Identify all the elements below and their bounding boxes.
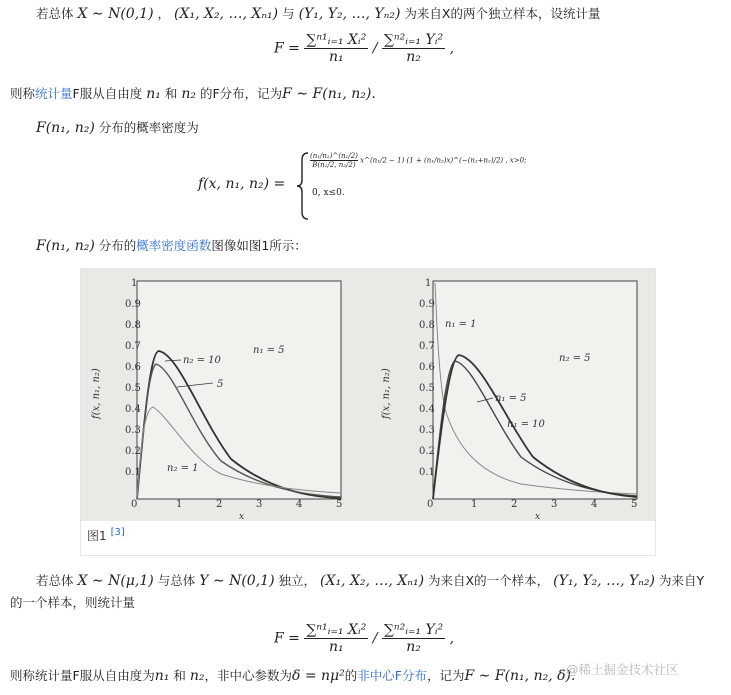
para3-math: F(n₁, n₂) (36, 120, 95, 136)
formula2-slash: / (372, 630, 378, 647)
right-ytick: 0.1 (419, 467, 435, 478)
para6-prefix: 则称统计量F服从自由度为 (10, 668, 155, 683)
para5-m2: Y ∼ N(0,1) (199, 573, 275, 589)
figure-intro (36, 238, 307, 254)
right-ytick: 1 (425, 278, 432, 289)
para5-mid1: 与总体 (157, 573, 196, 588)
right-ytick: 0.2 (419, 446, 435, 457)
formula2-den2: n₂ (406, 639, 421, 655)
para6-notation: F ∼ F(n₁, n₂, δ). (464, 668, 576, 684)
intro-math-x: X ∼ N(0,1) (77, 6, 154, 22)
caption-text: 图1 (87, 529, 107, 543)
left-ytick: 0.1 (125, 467, 141, 478)
case1-cond: , x>0; (505, 156, 527, 165)
formula1-lhs: F = (274, 40, 300, 57)
left-ytick: 0.3 (125, 425, 141, 436)
left-annotation: n₁ = 5 (253, 345, 285, 356)
right-xtick: 2 (511, 499, 518, 510)
right-label-n1-5: n₁ = 5 (495, 393, 527, 404)
para6-n2: n₂ (189, 668, 205, 684)
noncentral-intro (36, 573, 704, 589)
para6-mid1: 和 (173, 668, 186, 683)
noncentral-f-link[interactable]: 非中心F分布 (357, 668, 427, 683)
left-label-5: 5 (217, 379, 224, 390)
figure-scan (81, 269, 655, 521)
left-ytick: 0.9 (125, 299, 141, 310)
case1-coef-num: (n₁/n₂)^(n₁/2) (310, 152, 358, 160)
formula2-num1: ∑ⁿ¹ᵢ₌₁ Xᵢ² (306, 622, 367, 638)
left-plot (91, 278, 342, 521)
right-ytick: 0.6 (419, 362, 435, 373)
case2-text: 0, x≤0. (312, 188, 345, 198)
para5-suffix: 为来自Y (658, 573, 705, 588)
right-xlabel: x (535, 512, 541, 521)
formula2-lhs: F = (274, 630, 300, 647)
case1-coef-den: B(n₁/2, n₂/2) (312, 161, 356, 169)
figure-caption (87, 527, 125, 544)
para5-mid2: 独立， (278, 573, 317, 588)
left-ytick: 0.7 (125, 341, 141, 352)
intro-prefix: 若总体 (36, 6, 74, 21)
formula2-frac2 (382, 622, 445, 655)
left-ytick: 1 (131, 278, 138, 289)
intro-suffix: 为来自X的两个独立样本，设统计量 (404, 6, 601, 21)
case1-body: x^(n₁/2 − 1) (1 + (n₁/n₂)x)^(−(n₁+n₂)/2) (360, 156, 504, 165)
para2-mid1: F服从自由度 (72, 86, 143, 101)
para5-m1: X ∼ N(μ,1) (77, 573, 154, 589)
intro-math-ysample: (Y₁, Y₂, …, Yₙ₂) (298, 6, 401, 22)
formula2-frac1 (304, 622, 368, 655)
left-xtick: 1 (176, 499, 183, 510)
brace-icon (296, 152, 310, 220)
para4-text1: 分布的 (98, 238, 137, 253)
density-case2 (312, 188, 345, 198)
noncentral-f-formula (274, 622, 454, 655)
right-ytick: 0.7 (419, 341, 435, 352)
para4-text2: 图像如图1所示： (211, 238, 307, 253)
f-density-plots (81, 269, 655, 521)
left-xtick: 2 (216, 499, 223, 510)
para2-n2: n₂ (181, 86, 196, 102)
para2-prefix: 则称 (10, 86, 36, 101)
site-watermark: @稀土掘金技术社区 (566, 662, 679, 677)
left-ylabel: f(x, n₁, n₂) (91, 368, 102, 419)
formula1-den1: n₁ (329, 49, 344, 65)
left-ytick: 0.6 (125, 362, 141, 373)
intro-mid: 与 (282, 6, 295, 21)
formula1-den2: n₂ (406, 49, 421, 65)
formula1-num2: ∑ⁿ²ᵢ₌₁ Yᵢ² (383, 32, 444, 48)
right-xtick: 4 (591, 499, 598, 510)
right-xtick: 3 (551, 499, 558, 510)
statistic-link[interactable]: 统计量 (35, 86, 73, 101)
para2-mid3: 的F分布，记为 (199, 86, 283, 101)
left-xtick: 3 (256, 499, 263, 510)
left-origin: 0 (131, 499, 138, 510)
pdf-link[interactable]: 概率密度函数 (136, 238, 212, 253)
para6-delta: δ = nμ² (291, 668, 345, 684)
para3-text: 分布的概率密度为 (98, 120, 199, 135)
right-ytick: 0.4 (419, 404, 435, 415)
para2-mid2: 和 (164, 86, 178, 101)
right-ylabel: f(x, n₁, n₂) (381, 368, 392, 419)
para6-mid3: 的 (344, 668, 358, 683)
left-ytick: 0.8 (125, 320, 141, 331)
left-x-tick-labels (176, 499, 342, 510)
formula1-frac1 (304, 32, 368, 65)
density-case1 (310, 152, 526, 169)
para4-math: F(n₁, n₂) (36, 238, 95, 254)
right-label-n1-10: n₁ = 10 (507, 419, 545, 430)
para6-mid2: ，非中心参数为 (204, 668, 292, 683)
intro-paragraph (36, 6, 601, 22)
density-intro (36, 120, 199, 136)
right-label-n1-1: n₁ = 1 (445, 319, 477, 330)
para6-n1: n₁ (154, 668, 170, 684)
case1-coef (310, 152, 358, 169)
formula2-den1: n₁ (329, 639, 344, 655)
formula1-tail: , (449, 40, 455, 57)
right-ytick: 0.9 (419, 299, 435, 310)
para5-m4: (Y₁, Y₂, …, Yₙ₂) (553, 573, 655, 589)
left-label-n2-1: n₂ = 1 (167, 463, 199, 474)
left-ytick: 0.2 (125, 446, 141, 457)
left-label-n2-10: n₂ = 10 (183, 355, 221, 366)
para6-mid4: ，记为 (427, 668, 465, 683)
noncentral-intro-line2 (10, 595, 135, 611)
intro-math-xsample: (X₁, X₂, …, Xₙ₁) (174, 6, 279, 22)
right-plot (381, 278, 637, 521)
left-xtick: 5 (336, 499, 343, 510)
right-origin: 0 (427, 499, 434, 510)
right-x-tick-labels (471, 499, 637, 510)
figure-1 (80, 268, 656, 556)
left-xtick: 4 (296, 499, 303, 510)
right-ytick: 0.8 (419, 320, 435, 331)
para5-m3: (X₁, X₂, …, Xₙ₁) (320, 573, 425, 589)
right-xtick: 5 (631, 499, 638, 510)
right-xtick: 1 (471, 499, 478, 510)
noncentral-definition (10, 668, 575, 684)
left-xlabel: x (239, 512, 245, 521)
right-annotation: n₂ = 5 (559, 353, 591, 364)
density-formula (198, 150, 527, 222)
f-statistic-formula (274, 32, 454, 65)
right-ytick: 0.5 (419, 383, 435, 394)
density-lhs: f(x, n₁, n₂) = (198, 176, 286, 192)
left-ytick: 0.5 (125, 383, 141, 394)
para2-notation: F ∼ F(n₁, n₂). (282, 86, 376, 102)
f-distribution-definition (10, 86, 376, 102)
para5-line2: 的一个样本，则统计量 (10, 595, 136, 610)
para5-mid3: 为来自X的一个样本， (428, 573, 550, 588)
intro-sep: ， (157, 6, 171, 21)
right-ytick: 0.3 (419, 425, 435, 436)
left-ytick: 0.4 (125, 404, 141, 415)
formula1-slash: / (372, 40, 378, 57)
citation-ref-link[interactable]: [3] (110, 527, 125, 538)
formula2-tail: , (449, 630, 455, 647)
formula2-num2: ∑ⁿ²ᵢ₌₁ Yᵢ² (383, 622, 444, 638)
para5-prefix: 若总体 (36, 573, 74, 588)
para2-n1: n₁ (146, 86, 161, 102)
formula1-frac2 (382, 32, 445, 65)
formula1-num1: ∑ⁿ¹ᵢ₌₁ Xᵢ² (306, 32, 367, 48)
